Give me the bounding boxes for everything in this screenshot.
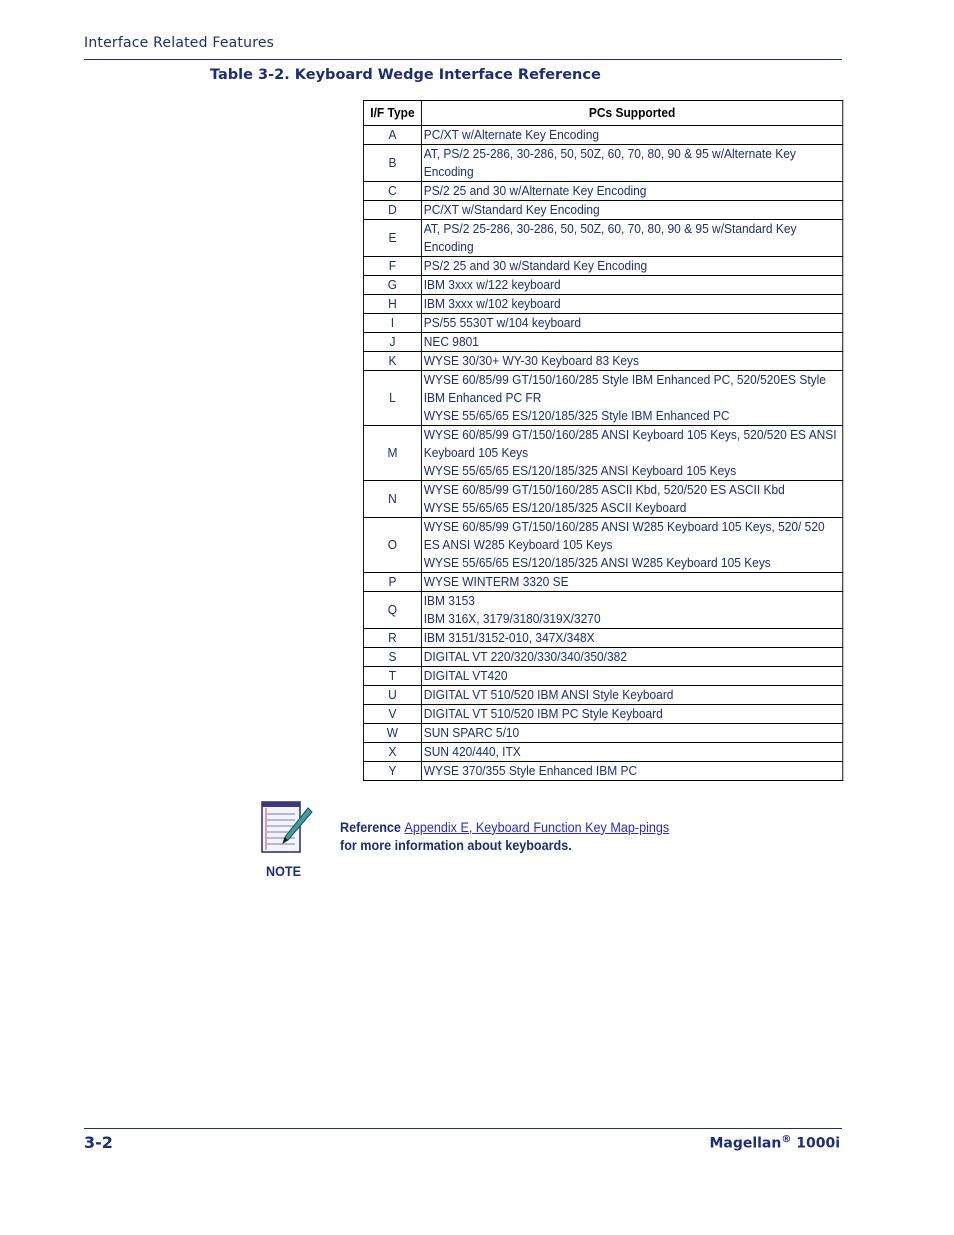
- pcs-supported-line: WYSE 55/65/65 ES/120/185/325 ASCII Keyboard: [423, 500, 687, 515]
- pcs-supported-cell: [421, 724, 842, 743]
- pcs-supported-cell: [421, 220, 842, 257]
- pcs-supported-line: IBM 3153: [423, 593, 475, 608]
- table-row: [363, 667, 842, 686]
- if-type-cell: U: [363, 686, 421, 705]
- table-row: [363, 426, 842, 481]
- pcs-supported-line: AT, PS/2 25-286, 30-286, 50, 50Z, 60, 70, 80, 90 & 95 w/Alternate Key Encoding: [423, 146, 796, 179]
- pcs-supported-cell: [421, 145, 842, 182]
- appendix-e-link[interactable]: Appendix E, Keyboard Function Key Map-pings: [404, 819, 670, 835]
- table-row: [363, 648, 842, 667]
- if-type-cell: I: [363, 314, 421, 333]
- note-prefix: Reference: [340, 819, 405, 835]
- if-type-cell: R: [363, 629, 421, 648]
- if-type-cell: F: [363, 257, 421, 276]
- if-type-cell: D: [363, 201, 421, 220]
- pcs-supported-cell: [421, 648, 842, 667]
- if-type-cell: W: [363, 724, 421, 743]
- table-row: [363, 629, 842, 648]
- if-type-cell: E: [363, 220, 421, 257]
- table-row: [363, 201, 842, 220]
- pcs-supported-line: WYSE 370/355 Style Enhanced IBM PC: [423, 763, 638, 778]
- page-number: 3-2: [84, 1133, 113, 1152]
- pcs-supported-cell: [421, 518, 842, 573]
- pcs-supported-cell: [421, 352, 842, 371]
- pcs-supported-line: DIGITAL VT 220/320/330/340/350/382: [423, 649, 627, 664]
- table-row: [363, 518, 842, 573]
- pcs-supported-cell: [421, 573, 842, 592]
- pcs-supported-line: IBM 3xxx w/102 keyboard: [423, 296, 561, 311]
- pcs-supported-line: WYSE 55/65/65 ES/120/185/325 ANSI W285 Keyboard 105 Keys: [423, 555, 771, 570]
- if-type-cell: A: [363, 126, 421, 145]
- pcs-supported-line: PS/2 25 and 30 w/Standard Key Encoding: [423, 258, 648, 273]
- note-label: NOTE: [266, 863, 302, 879]
- pcs-supported-cell: [421, 371, 842, 426]
- pcs-supported-line: PC/XT w/Alternate Key Encoding: [423, 127, 600, 142]
- table-row: [363, 276, 842, 295]
- pcs-supported-line: SUN 420/440, ITX: [423, 744, 521, 759]
- table-row: [363, 126, 842, 145]
- table-body: [363, 126, 842, 781]
- pcs-supported-line: DIGITAL VT 510/520 IBM ANSI Style Keyboard: [423, 687, 674, 702]
- pcs-supported-cell: [421, 426, 842, 481]
- pcs-supported-line: WYSE 30/30+ WY-30 Keyboard 83 Keys: [423, 353, 640, 368]
- if-type-cell: C: [363, 182, 421, 201]
- if-type-cell: T: [363, 667, 421, 686]
- pcs-supported-cell: [421, 182, 842, 201]
- pcs-supported-line: AT, PS/2 25-286, 30-286, 50, 50Z, 60, 70, 80, 90 & 95 w/Standard Key Encoding: [423, 221, 797, 254]
- table-row: [363, 314, 842, 333]
- running-header: Interface Related Features: [84, 35, 275, 51]
- table-row: [363, 743, 842, 762]
- registered-mark: ®: [781, 1134, 792, 1145]
- pcs-supported-line: IBM 3151/3152-010, 347X/348X: [423, 630, 595, 645]
- note-text: [340, 818, 673, 854]
- pcs-supported-cell: [421, 629, 842, 648]
- if-type-cell: J: [363, 333, 421, 352]
- column-header-type: I/F Type: [363, 101, 421, 126]
- pcs-supported-line: WYSE 60/85/99 GT/150/160/285 ANSI Keyboard 105 Keys, 520/520 ES ANSI Keyboard 105 Keys: [423, 427, 837, 460]
- product-model: 1000i: [791, 1135, 840, 1152]
- pcs-supported-cell: [421, 295, 842, 314]
- pcs-supported-line: PS/55 5530T w/104 keyboard: [423, 315, 582, 330]
- table-row: [363, 182, 842, 201]
- if-type-cell: L: [363, 371, 421, 426]
- note-suffix: for more information about keyboards.: [340, 837, 572, 853]
- footer-divider: [84, 1128, 842, 1129]
- if-type-cell: V: [363, 705, 421, 724]
- table-row: [363, 762, 842, 781]
- table-row: [363, 371, 842, 426]
- if-type-cell: G: [363, 276, 421, 295]
- if-type-cell: X: [363, 743, 421, 762]
- if-type-cell: B: [363, 145, 421, 182]
- table-row: [363, 220, 842, 257]
- pcs-supported-line: SUN SPARC 5/10: [423, 725, 520, 740]
- pcs-supported-line: WYSE 55/65/65 ES/120/185/325 Style IBM Enhanced PC: [423, 408, 730, 423]
- table-row: [363, 481, 842, 518]
- pcs-supported-cell: [421, 743, 842, 762]
- keyboard-wedge-table: [363, 100, 843, 781]
- if-type-cell: P: [363, 573, 421, 592]
- pcs-supported-cell: [421, 257, 842, 276]
- table-row: [363, 724, 842, 743]
- pcs-supported-line: WYSE 60/85/99 GT/150/160/285 ASCII Kbd, 520/520 ES ASCII Kbd: [423, 482, 785, 497]
- pcs-supported-line: PC/XT w/Standard Key Encoding: [423, 202, 600, 217]
- table-row: [363, 705, 842, 724]
- table-row: [363, 145, 842, 182]
- product-name: [709, 1134, 840, 1152]
- pcs-supported-line: NEC 9801: [423, 334, 479, 349]
- table-row: [363, 686, 842, 705]
- pcs-supported-cell: [421, 686, 842, 705]
- if-type-cell: Y: [363, 762, 421, 781]
- if-type-cell: Q: [363, 592, 421, 629]
- pcs-supported-line: DIGITAL VT420: [423, 668, 508, 683]
- table-row: [363, 257, 842, 276]
- pcs-supported-cell: [421, 314, 842, 333]
- table-row: [363, 333, 842, 352]
- if-type-cell: S: [363, 648, 421, 667]
- pcs-supported-cell: [421, 276, 842, 295]
- product-brand: Magellan: [709, 1135, 782, 1152]
- notepad-pen-icon: [258, 796, 316, 856]
- if-type-cell: O: [363, 518, 421, 573]
- pcs-supported-cell: [421, 667, 842, 686]
- table-header-row: [363, 101, 842, 126]
- pcs-supported-line: PS/2 25 and 30 w/Alternate Key Encoding: [423, 183, 647, 198]
- column-header-pcs: PCs Supported: [421, 101, 842, 126]
- pcs-supported-line: WYSE 60/85/99 GT/150/160/285 ANSI W285 Keyboard 105 Keys, 520/ 520 ES ANSI W285 Keyboard 105 Keys: [423, 519, 825, 552]
- pcs-supported-cell: [421, 126, 842, 145]
- if-type-cell: N: [363, 481, 421, 518]
- pcs-supported-line: IBM 3xxx w/122 keyboard: [423, 277, 561, 292]
- if-type-cell: K: [363, 352, 421, 371]
- table-row: [363, 352, 842, 371]
- pcs-supported-cell: [421, 481, 842, 518]
- table-row: [363, 573, 842, 592]
- table-row: [363, 295, 842, 314]
- if-type-cell: M: [363, 426, 421, 481]
- pcs-supported-line: WYSE 55/65/65 ES/120/185/325 ANSI Keyboard 105 Keys: [423, 463, 737, 478]
- table-caption: Table 3-2. Keyboard Wedge Interface Reference: [210, 67, 601, 83]
- pcs-supported-cell: [421, 762, 842, 781]
- pcs-supported-line: WYSE 60/85/99 GT/150/160/285 Style IBM Enhanced PC, 520/520ES Style IBM Enhanced PC FR: [423, 372, 826, 405]
- pcs-supported-cell: [421, 592, 842, 629]
- pcs-supported-line: IBM 316X, 3179/3180/319X/3270: [423, 611, 601, 626]
- header-divider: [84, 59, 842, 60]
- pcs-supported-line: WYSE WINTERM 3320 SE: [423, 574, 569, 589]
- pcs-supported-line: DIGITAL VT 510/520 IBM PC Style Keyboard: [423, 706, 663, 721]
- pcs-supported-cell: [421, 333, 842, 352]
- if-type-cell: H: [363, 295, 421, 314]
- pcs-supported-cell: [421, 705, 842, 724]
- table-row: [363, 592, 842, 629]
- pcs-supported-cell: [421, 201, 842, 220]
